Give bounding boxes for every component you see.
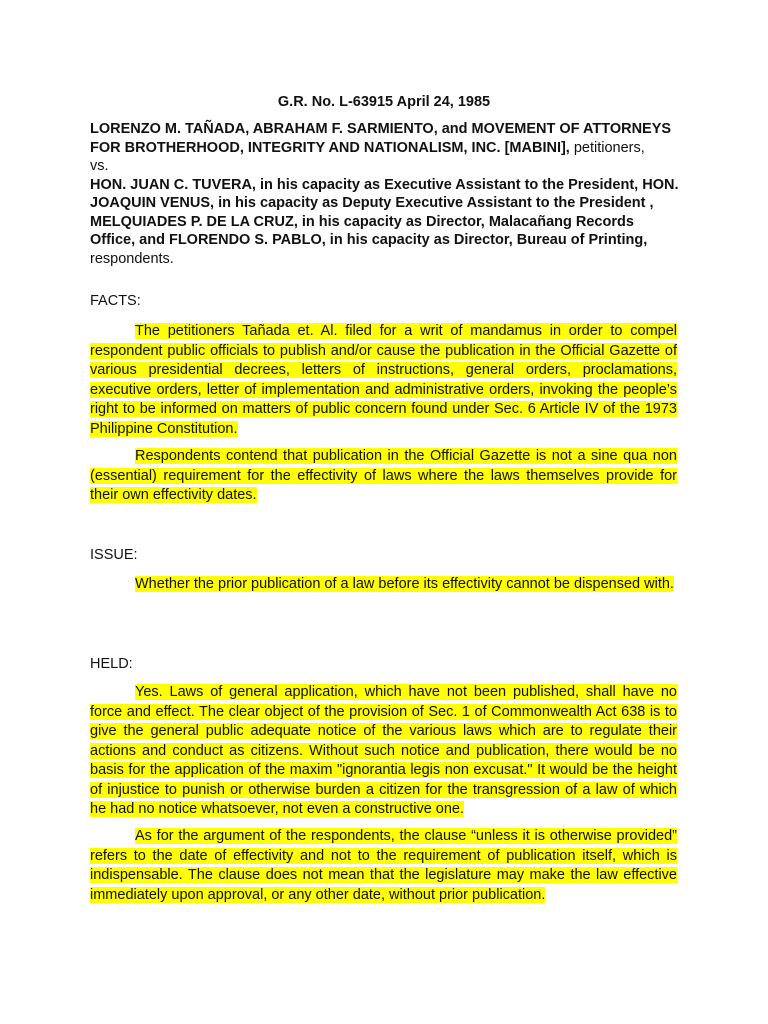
issue-heading: ISSUE: (90, 547, 138, 563)
facts-paragraph-1 (90, 322, 677, 439)
facts-paragraph-2-text: Respondents contend that publication in the Official Gazette is not a sine qua non (essential) requirement for the effectivity of laws where the laws themselves provide for their own effectivity dates. (90, 448, 677, 503)
held-paragraph-1 (90, 683, 677, 820)
petitioners-names: LORENZO M. TAÑADA, ABRAHAM F. SARMIENTO, and MOVEMENT OF ATTORNEYS FOR BROTHERHOOD, INTEGRITY AND NATIONALISM, INC. [MABINI], (90, 121, 672, 156)
case-title: G.R. No. L-63915 April 24, 1985 (277, 94, 491, 110)
issue-paragraph-text: Whether the prior publication of a law before its effectivity cannot be dispensed with. (135, 576, 674, 592)
facts-paragraph-2 (90, 447, 677, 506)
held-paragraph-1-text: Yes. Laws of general application, which have not been published, shall have no force and effect. The clear object of the provision of Sec. 1 of Commonwealth Act 638 is to give the general public adequate notice of the various laws which are to regulate their actions and conduct as citizens. Without such notice and publication, there would be no basis for the application of the maxim "ignorantia legis non excusat." It would be the height of injustice to punish or otherwise burden a citizen for the transgression of a law of which he had no notice whatsoever, not even a constructive one. (90, 684, 677, 817)
held-paragraph-2-text: As for the argument of the respondents, the clause “unless it is otherwise provided” refers to the date of effectivity and not to the requirement of publication itself, which is indispensable. The clause does not mean that the legislature may make the law effective immediately upon approval, or any other date, without prior publication. (90, 828, 677, 903)
respondents-names: HON. JUAN C. TUVERA, in his capacity as Executive Assistant to the President, HON. JOAQUIN VENUS, in his capacity as Deputy Executive Assistant to the President , MELQUIADES P. DE LA CRUZ, in his capacity as Director, Malacañang Records Office, and FLORENDO S. PABLO, in his capacity as Director, Bureau of Printing, (90, 176, 679, 248)
facts-paragraph-1-text: The petitioners Tañada et. Al. filed for a writ of mandamus in order to compel respondent public officials to publish and/or cause the publication in the Official Gazette of various presidential decrees, letters of instructions, general orders, proclamations, executive orders, letter of implementation and administrative orders, invoking the people’s right to be informed on matters of public concern found under Sec. 6 Article IV of the 1973 Philippine Constitution. (90, 323, 677, 437)
petitioners-role: petitioners, (569, 139, 645, 156)
held-paragraph-2 (90, 827, 677, 905)
issue-paragraph (90, 575, 677, 595)
versus-text: vs. (90, 158, 109, 174)
facts-heading: FACTS: (90, 293, 141, 309)
respondents-role: respondents. (90, 250, 174, 267)
held-heading: HELD: (90, 656, 133, 672)
case-parties (90, 120, 680, 268)
